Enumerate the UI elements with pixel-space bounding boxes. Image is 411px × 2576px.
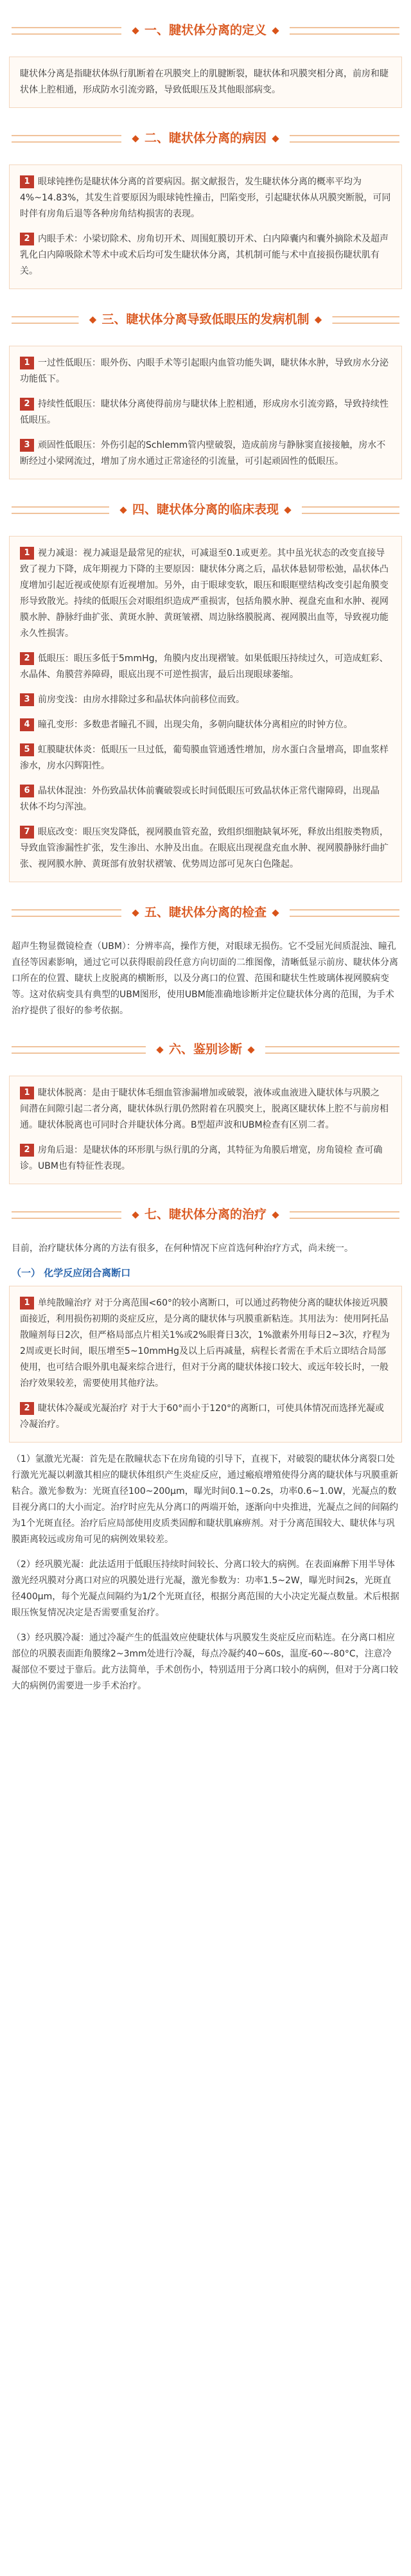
treatment-sublist (12, 1452, 399, 1694)
treatment-intro: 目前，治疗睫状体分离的方法有很多，在何种情况下应首选何种治疗方式，尚未统一。 (12, 1243, 353, 1254)
item-text: 经巩膜光凝：此法适用于低眼压持续时间较长、分离口较大的病例。在表面麻醉下用半导体激光经巩膜对分离口对应的巩膜处进行光凝，激光参数为：功率1.5~2W，曝光时间2s，光斑直径400μm，每个光凝点间隔约为1/2个光斑直径，根据分离范围的大小决定光凝点数量。术后根据眼压恢复情况决定是否需要重复治疗。 (12, 1559, 399, 1618)
list-item (20, 231, 391, 280)
list-item (20, 1295, 391, 1392)
item-text: 单纯散瞳治疗 对于分离范围<60°的较小离断口，可以通过药物使分离的睫状体接近巩膜面接近，利用损伤初期的炎症反应，是分离的睫状体与巩膜重新粘连。其用法为：使用阿托品散瞳剂每日2次，但严格局部点片相关1%或2%眼膏日3次，1%激素外用每日2~3次，疗程为2周或更长时间，眼压增至5~10mmHg及以上后再减量，病程长者需在手术后立即结合局部使用，也可结合眼外肌电凝来综合进行，但对于分离的睫状体接口较大、或远年较长时，一般治疗效果较差，需要使用其他疗法。 (20, 1298, 390, 1389)
section-header-clinical (12, 493, 399, 527)
item-number: 1 (20, 1297, 34, 1310)
list-item (12, 1452, 399, 1548)
list-item (20, 546, 391, 642)
clinical-box (9, 536, 402, 882)
item-marker: （1） (12, 1454, 35, 1464)
item-number: 1 (20, 175, 34, 188)
diamond-icon (315, 316, 322, 323)
section-title: 七、睫状体分离的治疗 (121, 1202, 290, 1225)
section-title: 二、睫状体分离的病因 (121, 126, 290, 148)
diamond-icon (272, 1211, 279, 1218)
diamond-icon (132, 135, 139, 142)
diamond-icon (247, 1046, 254, 1053)
list-item (20, 742, 391, 774)
list-item (20, 1401, 391, 1433)
section-header-exam (12, 896, 399, 930)
item-number: 3 (20, 693, 34, 706)
item-text: 前房变浅：由房水排除过多和晶状体向前移位而致。 (38, 695, 245, 705)
diamond-icon (156, 1046, 163, 1053)
section-title: 六、鉴别诊断 (146, 1037, 265, 1060)
list-item (20, 717, 391, 733)
item-text: 眼球钝挫伤是睫状体分离的首要病因。据文献报告，发生睫状体分离的概率平均为 4%~14.83%，其发生首要原因为眼球钝性撞击，凹陷变形，引起睫状体从巩膜突断脱，可同时伴有房角后退等各种房角结构损害的表现。 (20, 177, 391, 219)
diamond-icon (132, 1211, 139, 1218)
section-header-differential (12, 1033, 399, 1067)
subsection-title: （一） 化学反应闭合离断口 (12, 1267, 131, 1279)
treatment-box-1 (9, 1286, 402, 1443)
list-item (20, 438, 391, 470)
item-number: 2 (20, 398, 34, 411)
item-text: 低眼压：眼压多低于5mmHg，角膜内皮出现褶皱。如果低眼压持续过久，可造成虹彩、水晶体、角膜营养障碍，眼底出现不可逆性损害，最后出现眼球萎缩。 (20, 653, 389, 680)
item-text: 眼底改变：眼压突发降低，视网膜血管充盈，致组织细胞缺氧坏死，释放出组胺类物质，导致血管渗漏性扩张，发生渗出、水肿及出血。在眼底出现视盘充血水肿、视网膜静脉纡曲扩张、视网膜水肿、黄斑部有放射状褶皱、优势周边部可见灰白色隆起。 (20, 827, 389, 869)
section-header-causes (12, 122, 399, 155)
paragraph: 睫状体分离是指睫状体纵行肌断着在巩膜突上的肌腱断裂，睫状体和巩膜突相分离，前房和睫状体上腔相通，形成防水引流旁路，导致低眼压及其他眼部病变。 (20, 69, 389, 95)
item-number: 2 (20, 233, 34, 245)
diamond-icon (132, 909, 139, 916)
diamond-icon (132, 27, 139, 34)
item-number: 1 (20, 547, 34, 560)
item-text: 睫状体冷凝或光凝治疗 对于大于60°而小于120°的离断口，可使具体情况而选择光凝或冷凝治疗。 (20, 1403, 384, 1430)
item-number: 6 (20, 785, 34, 797)
list-item (20, 1085, 391, 1133)
item-number: 1 (20, 357, 34, 369)
item-number: 3 (20, 439, 34, 452)
diamond-icon (272, 909, 279, 916)
item-text: 瞳孔变形：多数患者瞳孔不圆，出现尖角，多朝向睫状体分离相应的时钟方位。 (38, 720, 353, 730)
diamond-icon (119, 506, 127, 513)
item-number: 7 (20, 826, 34, 839)
list-item (20, 783, 391, 815)
list-item (20, 355, 391, 387)
item-text: 持续性低眼压：睫状体分离使得前房与睫状体上腔相通，形成房水引流旁路，导致持续性低眼压。 (20, 399, 389, 425)
item-text: 虹膜睫状体炎：低眼压一旦过低，葡萄膜血管通透性增加，房水蛋白含量增高，即血浆样渗水，房水闪辉阳性。 (20, 745, 389, 771)
causes-box (9, 164, 402, 289)
section-header-treatment (12, 1198, 399, 1232)
item-number: 4 (20, 718, 34, 731)
item-number: 2 (20, 1402, 34, 1415)
section-title: 五、睫状体分离的检查 (121, 900, 290, 923)
definition-box (9, 57, 402, 108)
item-number: 5 (20, 743, 34, 756)
item-text: 顽固性低眼压：外伤引起的Schlemm管内壁破裂，造成前房与静脉窦直接接触，房水不断经过小梁网流过，增加了房水通过正常途径的引流量，可引起顽固性的低眼压。 (20, 440, 386, 466)
item-marker: （2） (12, 1559, 35, 1570)
item-number: 2 (20, 652, 34, 665)
list-item (12, 1557, 399, 1621)
diamond-icon (272, 27, 279, 34)
diamond-icon (89, 316, 96, 323)
item-marker: （3） (12, 1633, 35, 1643)
item-text: 晶状体混浊：外伤致晶状体前囊破裂或长时间低眼压可致晶状体正常代谢障碍，出现晶 状体不均匀浑浊。 (20, 786, 380, 812)
item-number: 1 (20, 1087, 34, 1099)
list-item (20, 651, 391, 683)
section-title: 四、睫状体分离的临床表现 (109, 497, 302, 520)
list-item (20, 1142, 391, 1175)
exam-paragraph: 超声生物显微镜检查（UBM）：分辨率高，操作方便，对眼球无损伤。它不受屈光间质混浊、瞳孔直径等因素影响，通过它可以获得眼前段任意方向切面的二维图像，清晰低显示前房、睫状体分离口所在的位置、睫状上皮脱离的横断形，以及分离口的位置、范围和睫状生性玻璃体视网膜病变等。这对依病变具有典型的UBM图形，使用UBM能准确地诊断并定位睫状体分离的范围，为手术治疗提供了很好的参考依据。 (12, 941, 398, 1016)
item-text: 氩激光光凝：首先是在散瞳状态下在房角镜的引导下，直视下，对破裂的睫状体分离裂口处行激光光凝以刺激其相应的睫状体组织产生炎症反应，通过瘢痕增殖使得分离的睫状体与巩膜重新粘合。激光参数为：光斑直径100~200μm，曝光时间0.1~0.2s，功率0.6~1.0W，光凝点的数目视分离口的大小而定。治疗时应先从分离口的两端开始，逐渐向中央推进，光凝点之间的间隔约为1个光斑直径。治疗后应局部使用皮质类固醇和睫状肌麻痹剂。对于分离范围较大、睫状体与巩膜距离较远或房角可见的病例效果较差。 (12, 1454, 398, 1545)
list-item (20, 692, 391, 708)
list-item (12, 1630, 399, 1694)
item-number: 2 (20, 1144, 34, 1157)
differential-box (9, 1076, 402, 1184)
section-header-mechanism (12, 303, 399, 337)
diamond-icon (284, 506, 291, 513)
item-text: 一过性低眼压：眼外伤、内眼手术等引起眼内血管功能失调，睫状体水肿，导致房水分泌功能低下。 (20, 358, 389, 384)
item-text: 内眼手术：小梁切除术、房角切开术、周围虹膜切开术、白内障囊内和囊外摘除术及超声乳化白内障吸除术等术中或术后均可发生睫状体分离，其机制可能与术中直接损伤睫状肌有关。 (20, 234, 389, 276)
item-text: 视力减退：视力减退是最常见的症状，可减退至0.1或更差。其中虽光状态的改变直接导致了视力下降，成年期视力下降的主要原因：睫状体分离之后，晶状体悬韧带松弛，晶状体凸度增加引起近视或使原有近视增加。另外，由于眼球变软，眼压和眼眶壁结构改变引起角膜变形导致散光。持续的低眼压会对眼组织造成严重损害，包括角膜水肿、视盘充血和水肿、视网膜水肿、静脉纡曲扩张、黄斑水肿、黄斑皱褶、周边脉络膜脱离、视网膜出血等，导致视功能永久性损害。 (20, 548, 389, 639)
item-text: 房角后退：是睫状体的环形肌与纵行肌的分离，其特征为角膜后增宽，房角镜检 查可确诊。UBM也有特征性表现。 (20, 1145, 383, 1171)
item-text: 睫状体脱离：是由于睫状体毛细血管渗漏增加或破裂，液体或血液进入睫状体与巩膜之 间潜在间隙引起二者分离，睫状体纵行肌仍然附着在巩膜突上，脱离区睫状体上腔不与前房相通。睫状体脱离也可同时合并睫状体分离。B型超声波和UBM检查有区别二者。 (20, 1088, 389, 1130)
list-item (20, 824, 391, 873)
diamond-icon (272, 135, 279, 142)
mechanism-box (9, 346, 402, 479)
item-text: 经巩膜冷凝：通过冷凝产生的低温效应使睫状体与巩膜发生炎症反应而粘连。在分离口相应部位的巩膜表面距角膜缘2~3mm处进行冷凝，每点冷凝约40~60s，温度-60~-80°C，注意冷凝部位不要过于靠后。此方法简单，手术创伤小，特别适用于分离口较小的病例，但对于分离口较大的病例仍需要进一步手术治疗。 (12, 1633, 398, 1691)
section-header-definition (12, 14, 399, 48)
section-title: 三、睫状体分离导致低眼压的发病机制 (78, 307, 332, 330)
list-item (20, 174, 391, 222)
section-title: 一、腱状体分离的定义 (121, 18, 290, 40)
list-item (20, 396, 391, 429)
